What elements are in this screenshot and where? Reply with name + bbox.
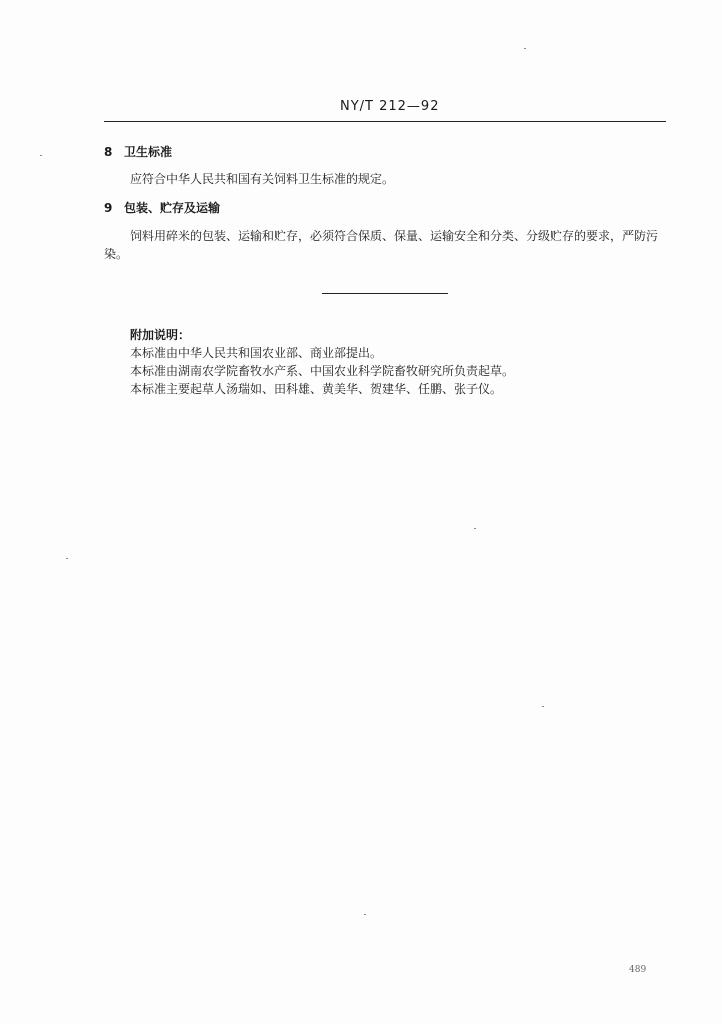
scan-speck: [66, 558, 68, 559]
section-8-heading: [104, 143, 172, 160]
scan-speck: [364, 914, 366, 915]
scan-speck: [474, 528, 476, 529]
section-8-paragraph: 应符合中华人民共和国有关饲料卫生标准的规定。: [130, 172, 395, 186]
notes-line: 本标准由中华人民共和国农业部、商业部提出。: [130, 346, 383, 360]
notes-line: 本标准由湖南农学院畜牧水产系、中国农业科学院畜牧研究所负责起草。: [130, 364, 515, 378]
additional-notes: [130, 326, 514, 398]
section-9-paragraph-line2: 染。: [104, 247, 129, 261]
section-end-rule: [322, 293, 448, 294]
section-9-heading: [104, 199, 220, 216]
section-9-number: 9: [104, 201, 113, 215]
scan-speck: [542, 706, 544, 707]
section-8-title: 卫生标准: [124, 145, 173, 159]
page-number: 489: [629, 965, 647, 975]
standard-code-header: NY/T 212—92: [340, 99, 440, 114]
notes-line: 本标准主要起草人汤瑞如、田科雄、黄美华、贺建华、任鹏、张子仪。: [130, 382, 503, 396]
section-8-number: 8: [104, 145, 113, 159]
header-rule: [104, 121, 666, 122]
section-9-paragraph-line1: 饲料用碎米的包装、运输和贮存，必须符合保质、保量、运输安全和分类、分级贮存的要求，严防污: [130, 229, 659, 243]
section-9-title: 包装、贮存及运输: [124, 201, 221, 215]
notes-title: 附加说明：: [130, 328, 191, 342]
scan-speck: [524, 48, 526, 49]
scan-speck: [40, 155, 42, 156]
